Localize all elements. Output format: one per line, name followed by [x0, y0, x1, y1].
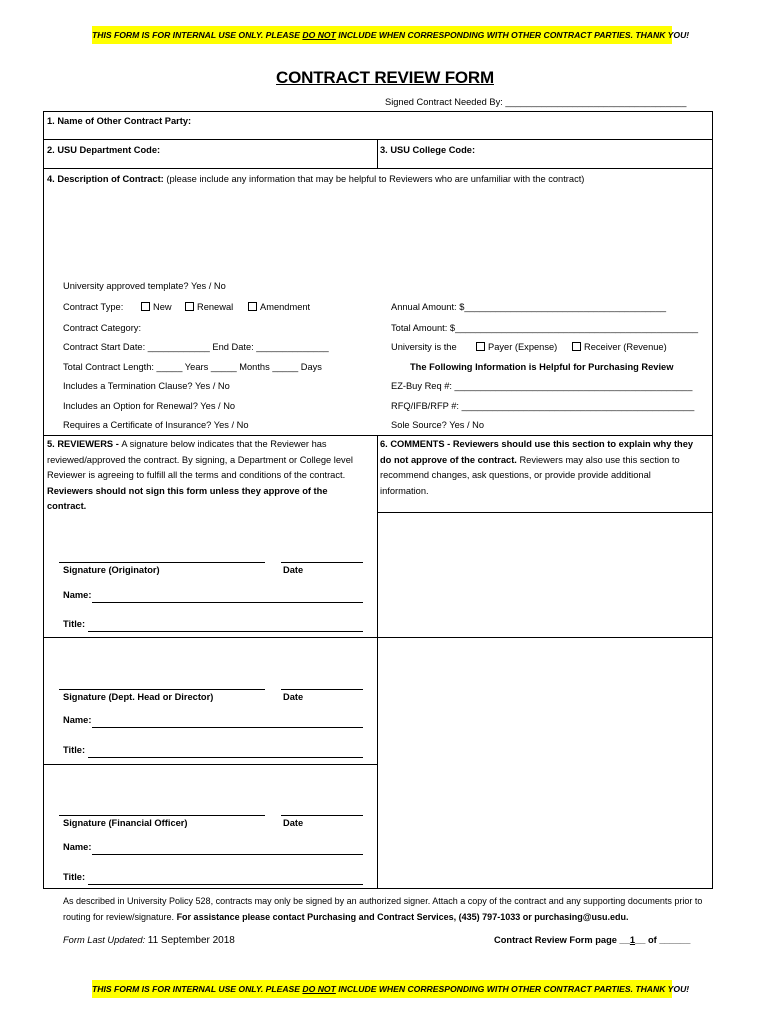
start-end-date-field[interactable]: Contract Start Date: ____________ End Date: ______________	[63, 342, 329, 352]
checkbox-receiver[interactable]	[572, 342, 667, 352]
title-line[interactable]	[88, 884, 363, 885]
title-label: Title:	[63, 872, 86, 882]
insurance-question[interactable]: Requires a Certificate of Insurance? Yes / No	[63, 420, 249, 430]
divider	[377, 637, 713, 638]
field-other-contract-party[interactable]: 1. Name of Other Contract Party:	[47, 116, 192, 126]
page-of: __ of ______	[635, 935, 691, 945]
divider	[377, 139, 378, 168]
annual-amount-field[interactable]: Annual Amount: $_______________________________________	[391, 302, 667, 312]
date-line[interactable]	[281, 815, 363, 816]
checkbox-icon[interactable]	[572, 342, 581, 351]
banner-emphasis: DO NOT	[302, 984, 336, 994]
comments-body: Reviewers may also use this section to recommend changes, ask questions, or provide provide additional information.	[380, 454, 680, 496]
checkbox-icon[interactable]	[185, 302, 194, 311]
name-label: Name:	[63, 842, 92, 852]
field-description-num: 4.	[47, 174, 55, 184]
date-line[interactable]	[281, 689, 363, 690]
page-number	[494, 935, 690, 945]
banner-emphasis: DO NOT	[302, 30, 336, 40]
reviewers-heading: 5. REVIEWERS -	[47, 439, 122, 449]
signature-line[interactable]	[59, 689, 265, 690]
name-label: Name:	[63, 715, 92, 725]
divider	[43, 764, 378, 765]
divider	[377, 512, 713, 513]
contract-category-field[interactable]: Contract Category:	[63, 323, 142, 333]
ezbuy-req-field[interactable]: EZ-Buy Req #: ______________________________________________	[391, 381, 693, 391]
bottom-banner	[92, 980, 690, 998]
field-department-code[interactable]: 2. USU Department Code:	[47, 145, 161, 155]
sole-source-question[interactable]: Sole Source? Yes / No	[391, 420, 485, 430]
purchasing-review-header: The Following Information is Helpful for Purchasing Review	[410, 362, 674, 372]
checkbox-renewal-label: Renewal	[197, 302, 234, 312]
reviewers-body: A signature below indicates that the Reviewer has reviewed/approved the contract. By signing, a Department or College level Reviewer is agreeing to fulfill all the terms and conditions of the contract.	[47, 439, 353, 480]
banner-text-pre: THIS FORM IS FOR INTERNAL USE ONLY. PLEASE	[92, 30, 303, 40]
title-line[interactable]	[88, 757, 363, 758]
page-label: Contract Review Form page __	[494, 935, 630, 945]
renewal-option-question[interactable]: Includes an Option for Renewal? Yes / No	[63, 401, 236, 411]
date-label: Date	[283, 818, 304, 828]
contract-length-field[interactable]: Total Contract Length: _____ Years _____ Months _____ Days	[63, 362, 322, 372]
divider	[43, 637, 378, 638]
total-amount-field[interactable]: Total Amount: $_______________________________________________	[391, 323, 699, 333]
page-num: 1	[629, 935, 636, 945]
checkbox-renewal[interactable]	[185, 302, 233, 312]
field-description-hint: (please include any information that may be helpful to Reviewers who are unfamiliar with the contract)	[163, 174, 585, 184]
checkbox-amendment[interactable]	[248, 302, 310, 312]
field-college-code[interactable]: 3. USU College Code:	[380, 145, 476, 155]
checkbox-icon[interactable]	[248, 302, 257, 311]
name-label: Name:	[63, 590, 92, 600]
field-description[interactable]	[47, 174, 584, 184]
reviewers-warning: Reviewers should not sign this form unless they approve of the contract.	[47, 485, 328, 511]
signature-financial-officer-label: Signature (Financial Officer)	[63, 818, 188, 828]
template-question[interactable]: University approved template? Yes / No	[63, 281, 226, 291]
title-label: Title:	[63, 745, 86, 755]
comments-instruction: Reviewers should use this section to explain why they do not approve of the contract.	[380, 439, 694, 465]
policy-contact: For assistance please contact Purchasing and Contract Services, (435) 797-1033 or purchasing@usu.edu.	[176, 911, 629, 922]
divider	[43, 139, 713, 140]
checkbox-payer[interactable]	[476, 342, 557, 352]
field-description-label: Description of Contract:	[57, 174, 164, 184]
reviewers-section-text	[47, 437, 367, 515]
checkbox-icon[interactable]	[476, 342, 485, 351]
comments-heading: 6. COMMENTS -	[380, 439, 453, 449]
university-is-label: University is the	[391, 342, 457, 352]
date-label: Date	[283, 692, 304, 702]
date-line[interactable]	[281, 562, 363, 563]
policy-text: As described in University Policy 528, contracts may only be signed by an authorized signer. Attach a copy of the contract and any supporting documents prior to routing for review/signature.	[63, 896, 703, 922]
policy-note	[63, 894, 703, 925]
divider	[43, 168, 713, 169]
date-label: Date	[283, 565, 304, 575]
signature-line[interactable]	[59, 562, 265, 563]
contract-type-row	[63, 302, 123, 312]
divider	[377, 435, 378, 889]
checkbox-receiver-label: Receiver (Revenue)	[584, 342, 667, 352]
checkbox-new[interactable]	[141, 302, 172, 312]
name-line[interactable]	[92, 854, 363, 855]
title-label: Title:	[63, 619, 86, 629]
checkbox-payer-label: Payer (Expense)	[488, 342, 558, 352]
top-banner	[92, 26, 690, 44]
updated-label: Form Last Updated:	[63, 935, 146, 945]
title-line[interactable]	[88, 631, 363, 632]
termination-clause-question[interactable]: Includes a Termination Clause? Yes / No	[63, 381, 230, 391]
signed-contract-needed-by[interactable]: Signed Contract Needed By: ___________________________________	[385, 97, 687, 107]
signature-originator-label: Signature (Originator)	[63, 565, 160, 575]
divider	[43, 435, 713, 436]
form-title: CONTRACT REVIEW FORM	[276, 68, 494, 87]
updated-date: 11 September 2018	[147, 935, 235, 946]
checkbox-amendment-label: Amendment	[260, 302, 311, 312]
banner-text-post: INCLUDE WHEN CORRESPONDING WITH OTHER CONTRACT PARTIES. THANK YOU!	[335, 30, 690, 40]
signature-dept-head-label: Signature (Dept. Head or Director)	[63, 692, 214, 702]
contract-type-label: Contract Type:	[63, 302, 124, 312]
name-line[interactable]	[92, 602, 363, 603]
checkbox-icon[interactable]	[141, 302, 150, 311]
form-last-updated	[63, 935, 235, 946]
checkbox-new-label: New	[153, 302, 172, 312]
comments-section-text	[380, 437, 698, 499]
banner-text-post: INCLUDE WHEN CORRESPONDING WITH OTHER CONTRACT PARTIES. THANK YOU!	[335, 984, 690, 994]
name-line[interactable]	[92, 727, 363, 728]
banner-text-pre: THIS FORM IS FOR INTERNAL USE ONLY. PLEASE	[92, 984, 303, 994]
signature-line[interactable]	[59, 815, 265, 816]
rfq-field[interactable]: RFQ/IFB/RFP #: _____________________________________________	[391, 401, 695, 411]
